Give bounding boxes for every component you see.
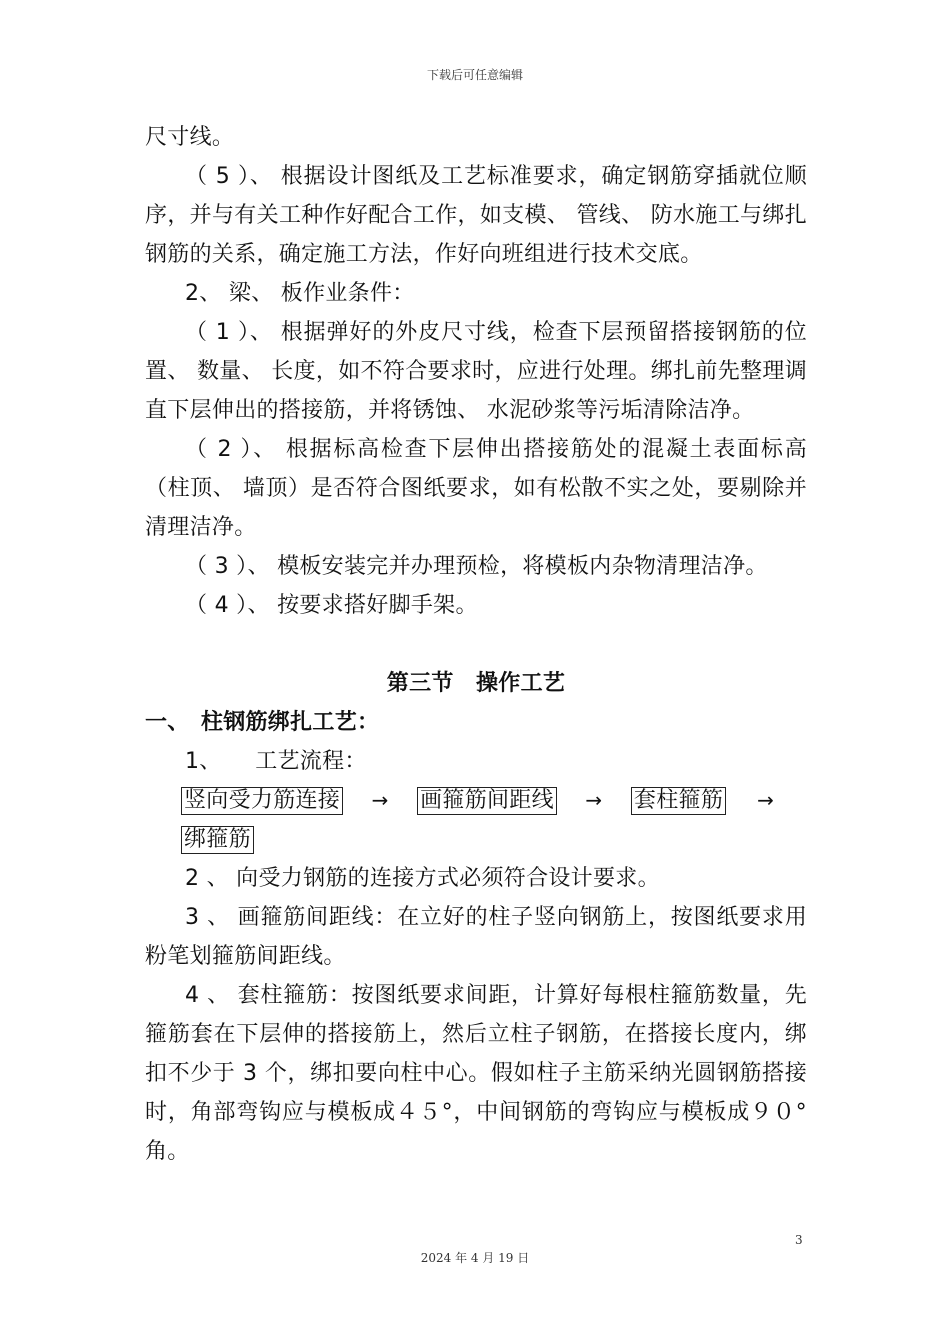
flow-step-mark-stirrup-spacing: 画箍筋间距线 bbox=[417, 787, 557, 815]
paragraph: 尺寸线。 bbox=[145, 125, 235, 150]
process-flow-row bbox=[181, 781, 807, 820]
paragraph: 3 、 画箍筋间距线：在立好的柱子竖向钢筋上，按图纸要求用粉笔划箍筋间距线。 bbox=[145, 905, 807, 969]
paragraph: 2、 梁、 板作业条件： bbox=[185, 281, 415, 306]
page-footer-date: 2024 年 4 月 19 日 bbox=[420, 1251, 530, 1265]
arrow-right-icon: → bbox=[585, 788, 603, 812]
flow-step-vertical-bar-connection: 竖向受力筋连接 bbox=[181, 787, 343, 815]
paragraph: （ 4 ）、 按要求搭好脚手架。 bbox=[185, 593, 478, 618]
arrow-right-icon: → bbox=[371, 788, 389, 812]
page-number: 3 bbox=[795, 1233, 803, 1247]
flow-label: 1、 工艺流程： bbox=[185, 749, 367, 774]
paragraph: （ 2 ）、 根据标高检查下层伸出搭接筋处的混凝土表面标高（柱顶、 墙顶）是否符合图纸要求，如有松散不实之处，要剔除并清理洁净。 bbox=[145, 437, 807, 540]
process-flow-row-2 bbox=[181, 820, 807, 859]
paragraph: （ 1 ）、 根据弹好的外皮尺寸线，检查下层预留搭接钢筋的位置、 数量、 长度，如不符合要求时，应进行处理。绑扎前先整理调直下层伸出的搭接筋，并将锈蚀、 水泥砂浆等污垢清除洁净。 bbox=[145, 320, 807, 423]
paragraph: 4 、 套柱箍筋：按图纸要求间距，计算好每根柱箍筋数量，先箍筋套在下层伸的搭接筋上，然后立柱子钢筋，在搭接长度内，绑扣不少于 3 个，绑扣要向柱中心。假如柱子主筋采纳光圆钢筋搭接时，角部弯钩应与模板成４５°，中间钢筋的弯钩应与模板成９０°角。 bbox=[145, 983, 807, 1164]
subsection-title: 一、 柱钢筋绑扎工艺： bbox=[145, 710, 380, 735]
paragraph: （ 3 ）、 模板安装完并办理预检，将模板内杂物清理洁净。 bbox=[185, 554, 768, 579]
page-header: 下载后可任意编辑 bbox=[426, 68, 523, 82]
paragraph: （ 5 ）、 根据设计图纸及工艺标准要求，确定钢筋穿插就位顺序，并与有关工种作好配合工作，如支模、 管线、 防水施工与绑扎钢筋的关系，确定施工方法，作好向班组进行技术交底。 bbox=[145, 164, 807, 267]
flow-step-place-stirrups: 套柱箍筋 bbox=[631, 787, 726, 815]
section-title: 第三节 操作工艺 bbox=[386, 671, 566, 696]
flow-step-tie-stirrups: 绑箍筋 bbox=[181, 826, 254, 854]
arrow-right-icon: → bbox=[757, 788, 775, 812]
document-body bbox=[145, 118, 807, 1171]
paragraph: 2 、 向受力钢筋的连接方式必须符合设计要求。 bbox=[185, 866, 660, 891]
